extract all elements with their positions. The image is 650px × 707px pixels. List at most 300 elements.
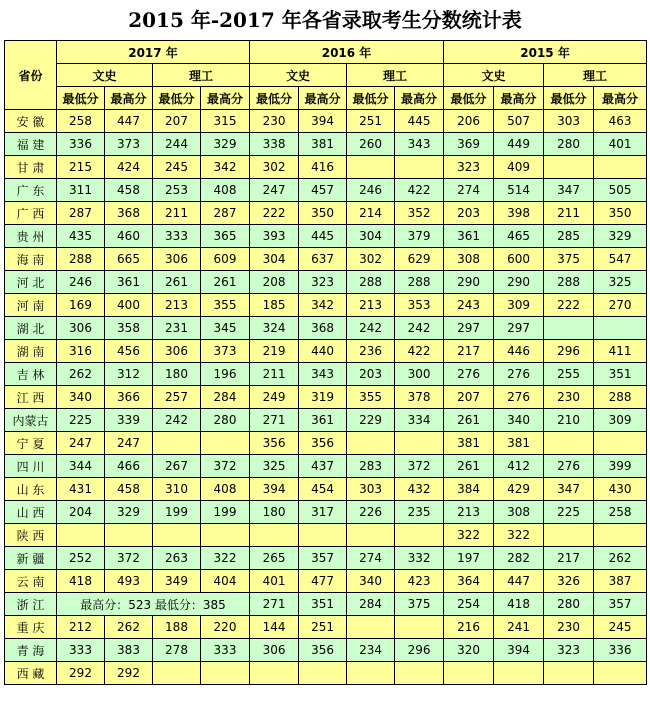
score-cell: 454 (299, 478, 347, 501)
score-cell: 350 (299, 202, 347, 225)
score-cell: 432 (395, 478, 444, 501)
score-cell: 315 (201, 110, 250, 133)
score-cell: 357 (594, 593, 647, 616)
score-cell: 430 (594, 478, 647, 501)
score-cell: 465 (494, 225, 544, 248)
page-title: 2015 年-2017 年各省录取考生分数统计表 (128, 8, 522, 32)
score-cell: 262 (57, 363, 105, 386)
score-cell: 236 (347, 340, 395, 363)
score-cell: 350 (594, 202, 647, 225)
score-cell: 320 (444, 639, 494, 662)
score-cell: 296 (544, 340, 594, 363)
province-cell: 吉 林 (5, 363, 57, 386)
min-score-header: 最低分 (250, 87, 299, 110)
score-cell: 319 (299, 386, 347, 409)
score-cell: 262 (105, 616, 153, 639)
score-cell: 401 (594, 133, 647, 156)
score-cell: 180 (250, 501, 299, 524)
score-cell (544, 156, 594, 179)
score-cell: 207 (444, 386, 494, 409)
score-cell: 368 (105, 202, 153, 225)
score-cell: 422 (395, 340, 444, 363)
score-cell: 345 (201, 317, 250, 340)
score-cell: 303 (347, 478, 395, 501)
score-cell: 283 (347, 455, 395, 478)
province-cell: 河 北 (5, 271, 57, 294)
score-cell: 342 (299, 294, 347, 317)
score-cell: 300 (395, 363, 444, 386)
score-cell: 447 (494, 570, 544, 593)
score-cell: 257 (153, 386, 201, 409)
score-cell: 340 (347, 570, 395, 593)
score-cell (395, 156, 444, 179)
province-cell: 湖 北 (5, 317, 57, 340)
score-cell: 213 (444, 501, 494, 524)
province-cell: 云 南 (5, 570, 57, 593)
score-cell: 302 (250, 156, 299, 179)
score-cell: 225 (57, 409, 105, 432)
score-cell: 243 (444, 294, 494, 317)
score-cell: 458 (105, 179, 153, 202)
score-cell (201, 662, 250, 685)
score-cell: 282 (494, 547, 544, 570)
score-cell (105, 524, 153, 547)
score-cell: 251 (347, 110, 395, 133)
score-cell: 379 (395, 225, 444, 248)
score-cell (594, 432, 647, 455)
score-cell: 325 (250, 455, 299, 478)
province-cell: 江 西 (5, 386, 57, 409)
score-cell: 225 (544, 501, 594, 524)
score-cell: 308 (444, 248, 494, 271)
score-cell: 312 (105, 363, 153, 386)
score-cell: 477 (299, 570, 347, 593)
score-cell: 188 (153, 616, 201, 639)
score-cell: 234 (347, 639, 395, 662)
score-cell: 196 (201, 363, 250, 386)
score-cell: 246 (347, 179, 395, 202)
score-cell: 445 (299, 225, 347, 248)
score-cell (395, 524, 444, 547)
year-header: 2016 年 (250, 41, 444, 64)
province-cell: 安 徽 (5, 110, 57, 133)
score-cell: 267 (153, 455, 201, 478)
score-cell: 255 (544, 363, 594, 386)
score-cell: 245 (153, 156, 201, 179)
score-cell: 254 (444, 593, 494, 616)
score-cell: 440 (299, 340, 347, 363)
score-cell: 505 (594, 179, 647, 202)
score-cell: 394 (494, 639, 544, 662)
score-cell: 241 (494, 616, 544, 639)
score-cell: 242 (347, 317, 395, 340)
score-cell: 284 (347, 593, 395, 616)
score-cell: 355 (201, 294, 250, 317)
score-cell: 329 (201, 133, 250, 156)
score-cell: 322 (444, 524, 494, 547)
score-cell (57, 524, 105, 547)
province-cell: 甘 肃 (5, 156, 57, 179)
score-cell: 258 (594, 501, 647, 524)
score-cell: 342 (201, 156, 250, 179)
province-cell: 河 南 (5, 294, 57, 317)
score-cell: 261 (153, 271, 201, 294)
score-cell: 329 (105, 501, 153, 524)
score-cell: 333 (201, 639, 250, 662)
score-cell: 249 (250, 386, 299, 409)
score-cell (444, 662, 494, 685)
min-score-header: 最低分 (57, 87, 105, 110)
score-cell: 361 (105, 271, 153, 294)
score-cell: 384 (444, 478, 494, 501)
table-row (5, 156, 647, 179)
score-cell: 252 (57, 547, 105, 570)
score-cell: 247 (250, 179, 299, 202)
score-cell: 361 (444, 225, 494, 248)
score-cell: 230 (544, 616, 594, 639)
score-cell (153, 432, 201, 455)
score-cell: 463 (594, 110, 647, 133)
score-cell: 274 (444, 179, 494, 202)
score-cell: 445 (395, 110, 444, 133)
province-cell: 山 西 (5, 501, 57, 524)
score-cell: 276 (494, 363, 544, 386)
score-cell (201, 524, 250, 547)
score-cell: 547 (594, 248, 647, 271)
score-cell: 398 (494, 202, 544, 225)
score-cell: 306 (153, 340, 201, 363)
score-cell: 399 (594, 455, 647, 478)
score-cell: 287 (57, 202, 105, 225)
score-cell: 203 (347, 363, 395, 386)
score-cell: 306 (57, 317, 105, 340)
score-cell: 263 (153, 547, 201, 570)
category-header: 理工 (153, 64, 250, 87)
score-cell: 231 (153, 317, 201, 340)
score-cell (347, 432, 395, 455)
table-row (5, 271, 647, 294)
score-cell: 213 (347, 294, 395, 317)
score-cell (395, 662, 444, 685)
table-row (5, 639, 647, 662)
score-cell: 271 (250, 409, 299, 432)
table-row (5, 455, 647, 478)
province-cell: 新 疆 (5, 547, 57, 570)
score-cell: 207 (153, 110, 201, 133)
score-cell: 381 (494, 432, 544, 455)
province-cell: 重 庆 (5, 616, 57, 639)
score-cell: 309 (594, 409, 647, 432)
score-cell: 355 (347, 386, 395, 409)
province-cell: 贵 州 (5, 225, 57, 248)
score-cell: 217 (544, 547, 594, 570)
score-cell: 404 (201, 570, 250, 593)
score-cell (594, 156, 647, 179)
score-cell: 458 (105, 478, 153, 501)
score-cell: 276 (444, 363, 494, 386)
score-cell: 180 (153, 363, 201, 386)
score-cell: 333 (57, 639, 105, 662)
category-header: 理工 (347, 64, 444, 87)
score-cell: 493 (105, 570, 153, 593)
category-header: 文史 (250, 64, 347, 87)
score-cell: 203 (444, 202, 494, 225)
score-cell: 365 (201, 225, 250, 248)
score-cell: 253 (153, 179, 201, 202)
min-score-header: 最低分 (544, 87, 594, 110)
score-cell (201, 432, 250, 455)
score-cell: 258 (57, 110, 105, 133)
score-cell: 322 (201, 547, 250, 570)
score-cell: 292 (57, 662, 105, 685)
score-cell: 270 (594, 294, 647, 317)
score-cell: 261 (444, 455, 494, 478)
score-cell: 326 (544, 570, 594, 593)
score-cell: 185 (250, 294, 299, 317)
score-cell: 206 (444, 110, 494, 133)
table-row (5, 386, 647, 409)
score-cell: 353 (395, 294, 444, 317)
score-cell: 356 (299, 639, 347, 662)
score-cell (544, 662, 594, 685)
province-cell: 山 东 (5, 478, 57, 501)
score-cell: 280 (201, 409, 250, 432)
score-cell: 343 (299, 363, 347, 386)
score-cell: 340 (494, 409, 544, 432)
score-cell: 211 (544, 202, 594, 225)
score-cell (153, 524, 201, 547)
score-cell: 211 (250, 363, 299, 386)
score-cell: 466 (105, 455, 153, 478)
score-cell: 393 (250, 225, 299, 248)
score-cell: 304 (347, 225, 395, 248)
min-score-header: 最低分 (347, 87, 395, 110)
score-cell (395, 432, 444, 455)
table-row (5, 225, 647, 248)
score-cell: 212 (57, 616, 105, 639)
score-cell: 372 (105, 547, 153, 570)
score-cell: 246 (57, 271, 105, 294)
score-cell: 323 (544, 639, 594, 662)
score-cell: 366 (105, 386, 153, 409)
score-cell: 378 (395, 386, 444, 409)
score-cell: 310 (153, 478, 201, 501)
score-cell: 261 (201, 271, 250, 294)
score-cell: 514 (494, 179, 544, 202)
score-cell: 361 (299, 409, 347, 432)
score-cell: 288 (347, 271, 395, 294)
score-cell: 401 (250, 570, 299, 593)
score-cell: 411 (594, 340, 647, 363)
score-cell: 242 (395, 317, 444, 340)
table-row (5, 662, 647, 685)
score-cell: 309 (494, 294, 544, 317)
score-cell: 364 (444, 570, 494, 593)
category-header: 理工 (544, 64, 647, 87)
score-cell (594, 524, 647, 547)
score-cell: 394 (299, 110, 347, 133)
score-cell: 306 (250, 639, 299, 662)
score-cell: 408 (201, 478, 250, 501)
score-cell: 338 (250, 133, 299, 156)
score-cell: 242 (153, 409, 201, 432)
score-cell: 383 (105, 639, 153, 662)
score-cell: 333 (153, 225, 201, 248)
province-cell: 陕 西 (5, 524, 57, 547)
score-cell (594, 662, 647, 685)
score-cell: 251 (299, 616, 347, 639)
score-cell: 351 (299, 593, 347, 616)
score-cell: 222 (250, 202, 299, 225)
score-cell: 372 (201, 455, 250, 478)
score-table (4, 40, 647, 685)
score-cell: 408 (201, 179, 250, 202)
score-cell: 369 (444, 133, 494, 156)
table-row (5, 524, 647, 547)
province-cell: 内蒙古 (5, 409, 57, 432)
max-score-header: 最高分 (395, 87, 444, 110)
score-cell: 416 (299, 156, 347, 179)
score-cell: 210 (544, 409, 594, 432)
score-cell (347, 156, 395, 179)
score-cell: 245 (594, 616, 647, 639)
province-cell: 广 西 (5, 202, 57, 225)
table-row (5, 248, 647, 271)
score-cell (299, 524, 347, 547)
score-cell: 226 (347, 501, 395, 524)
score-cell: 356 (299, 432, 347, 455)
score-cell: 235 (395, 501, 444, 524)
min-score-header: 最低分 (153, 87, 201, 110)
score-cell: 357 (299, 547, 347, 570)
score-cell (395, 616, 444, 639)
score-cell: 284 (201, 386, 250, 409)
score-cell: 336 (594, 639, 647, 662)
score-cell: 271 (250, 593, 299, 616)
score-cell: 381 (299, 133, 347, 156)
score-cell: 276 (544, 455, 594, 478)
score-cell: 219 (250, 340, 299, 363)
score-cell: 387 (594, 570, 647, 593)
score-cell: 422 (395, 179, 444, 202)
score-cell: 381 (444, 432, 494, 455)
table-row (5, 432, 647, 455)
max-score-header: 最高分 (594, 87, 647, 110)
table-row (5, 616, 647, 639)
score-cell: 457 (299, 179, 347, 202)
score-cell: 600 (494, 248, 544, 271)
score-cell: 278 (153, 639, 201, 662)
score-cell: 317 (299, 501, 347, 524)
score-cell: 306 (153, 248, 201, 271)
score-cell: 460 (105, 225, 153, 248)
province-cell: 西 藏 (5, 662, 57, 685)
score-cell: 217 (444, 340, 494, 363)
score-cell: 629 (395, 248, 444, 271)
score-cell: 296 (395, 639, 444, 662)
score-cell: 429 (494, 478, 544, 501)
table-row (5, 478, 647, 501)
score-cell (494, 662, 544, 685)
score-cell: 375 (544, 248, 594, 271)
province-cell: 湖 南 (5, 340, 57, 363)
score-cell: 304 (250, 248, 299, 271)
score-cell: 292 (105, 662, 153, 685)
score-cell: 334 (395, 409, 444, 432)
score-cell (250, 524, 299, 547)
score-cell: 197 (444, 547, 494, 570)
score-cell: 449 (494, 133, 544, 156)
province-header: 省份 (5, 41, 57, 110)
score-cell: 394 (250, 478, 299, 501)
score-cell: 247 (57, 432, 105, 455)
score-cell: 199 (201, 501, 250, 524)
score-cell: 373 (201, 340, 250, 363)
score-cell: 325 (594, 271, 647, 294)
score-cell: 424 (105, 156, 153, 179)
score-cell (250, 662, 299, 685)
max-score-header: 最高分 (299, 87, 347, 110)
score-cell: 437 (299, 455, 347, 478)
score-cell: 144 (250, 616, 299, 639)
score-cell: 216 (444, 616, 494, 639)
score-cell (594, 317, 647, 340)
score-cell (544, 317, 594, 340)
province-cell: 福 建 (5, 133, 57, 156)
score-cell: 351 (594, 363, 647, 386)
score-cell (347, 524, 395, 547)
score-cell: 352 (395, 202, 444, 225)
score-cell: 230 (250, 110, 299, 133)
score-cell: 214 (347, 202, 395, 225)
score-cell (153, 662, 201, 685)
score-cell: 409 (494, 156, 544, 179)
score-cell: 311 (57, 179, 105, 202)
score-cell: 340 (57, 386, 105, 409)
score-cell: 222 (544, 294, 594, 317)
score-cell: 297 (494, 317, 544, 340)
score-cell: 609 (201, 248, 250, 271)
score-cell: 285 (544, 225, 594, 248)
category-header: 文史 (57, 64, 153, 87)
table-row (5, 363, 647, 386)
max-score-header: 最高分 (201, 87, 250, 110)
score-cell: 423 (395, 570, 444, 593)
score-cell: 288 (544, 271, 594, 294)
score-cell: 287 (201, 202, 250, 225)
score-cell: 276 (494, 386, 544, 409)
score-cell: 431 (57, 478, 105, 501)
score-cell: 356 (250, 432, 299, 455)
score-cell: 220 (201, 616, 250, 639)
min-score-header: 最低分 (444, 87, 494, 110)
score-cell: 418 (57, 570, 105, 593)
year-header: 2017 年 (57, 41, 250, 64)
score-cell: 290 (444, 271, 494, 294)
score-cell: 280 (544, 133, 594, 156)
score-cell: 373 (105, 133, 153, 156)
score-cell: 230 (544, 386, 594, 409)
score-cell: 368 (299, 317, 347, 340)
merged-score-cell: 最高分：523 最低分：385 (57, 593, 250, 616)
table-row (5, 501, 647, 524)
score-cell: 375 (395, 593, 444, 616)
province-cell: 四 川 (5, 455, 57, 478)
score-cell: 400 (105, 294, 153, 317)
score-cell: 344 (57, 455, 105, 478)
score-cell: 262 (594, 547, 647, 570)
score-cell (347, 616, 395, 639)
